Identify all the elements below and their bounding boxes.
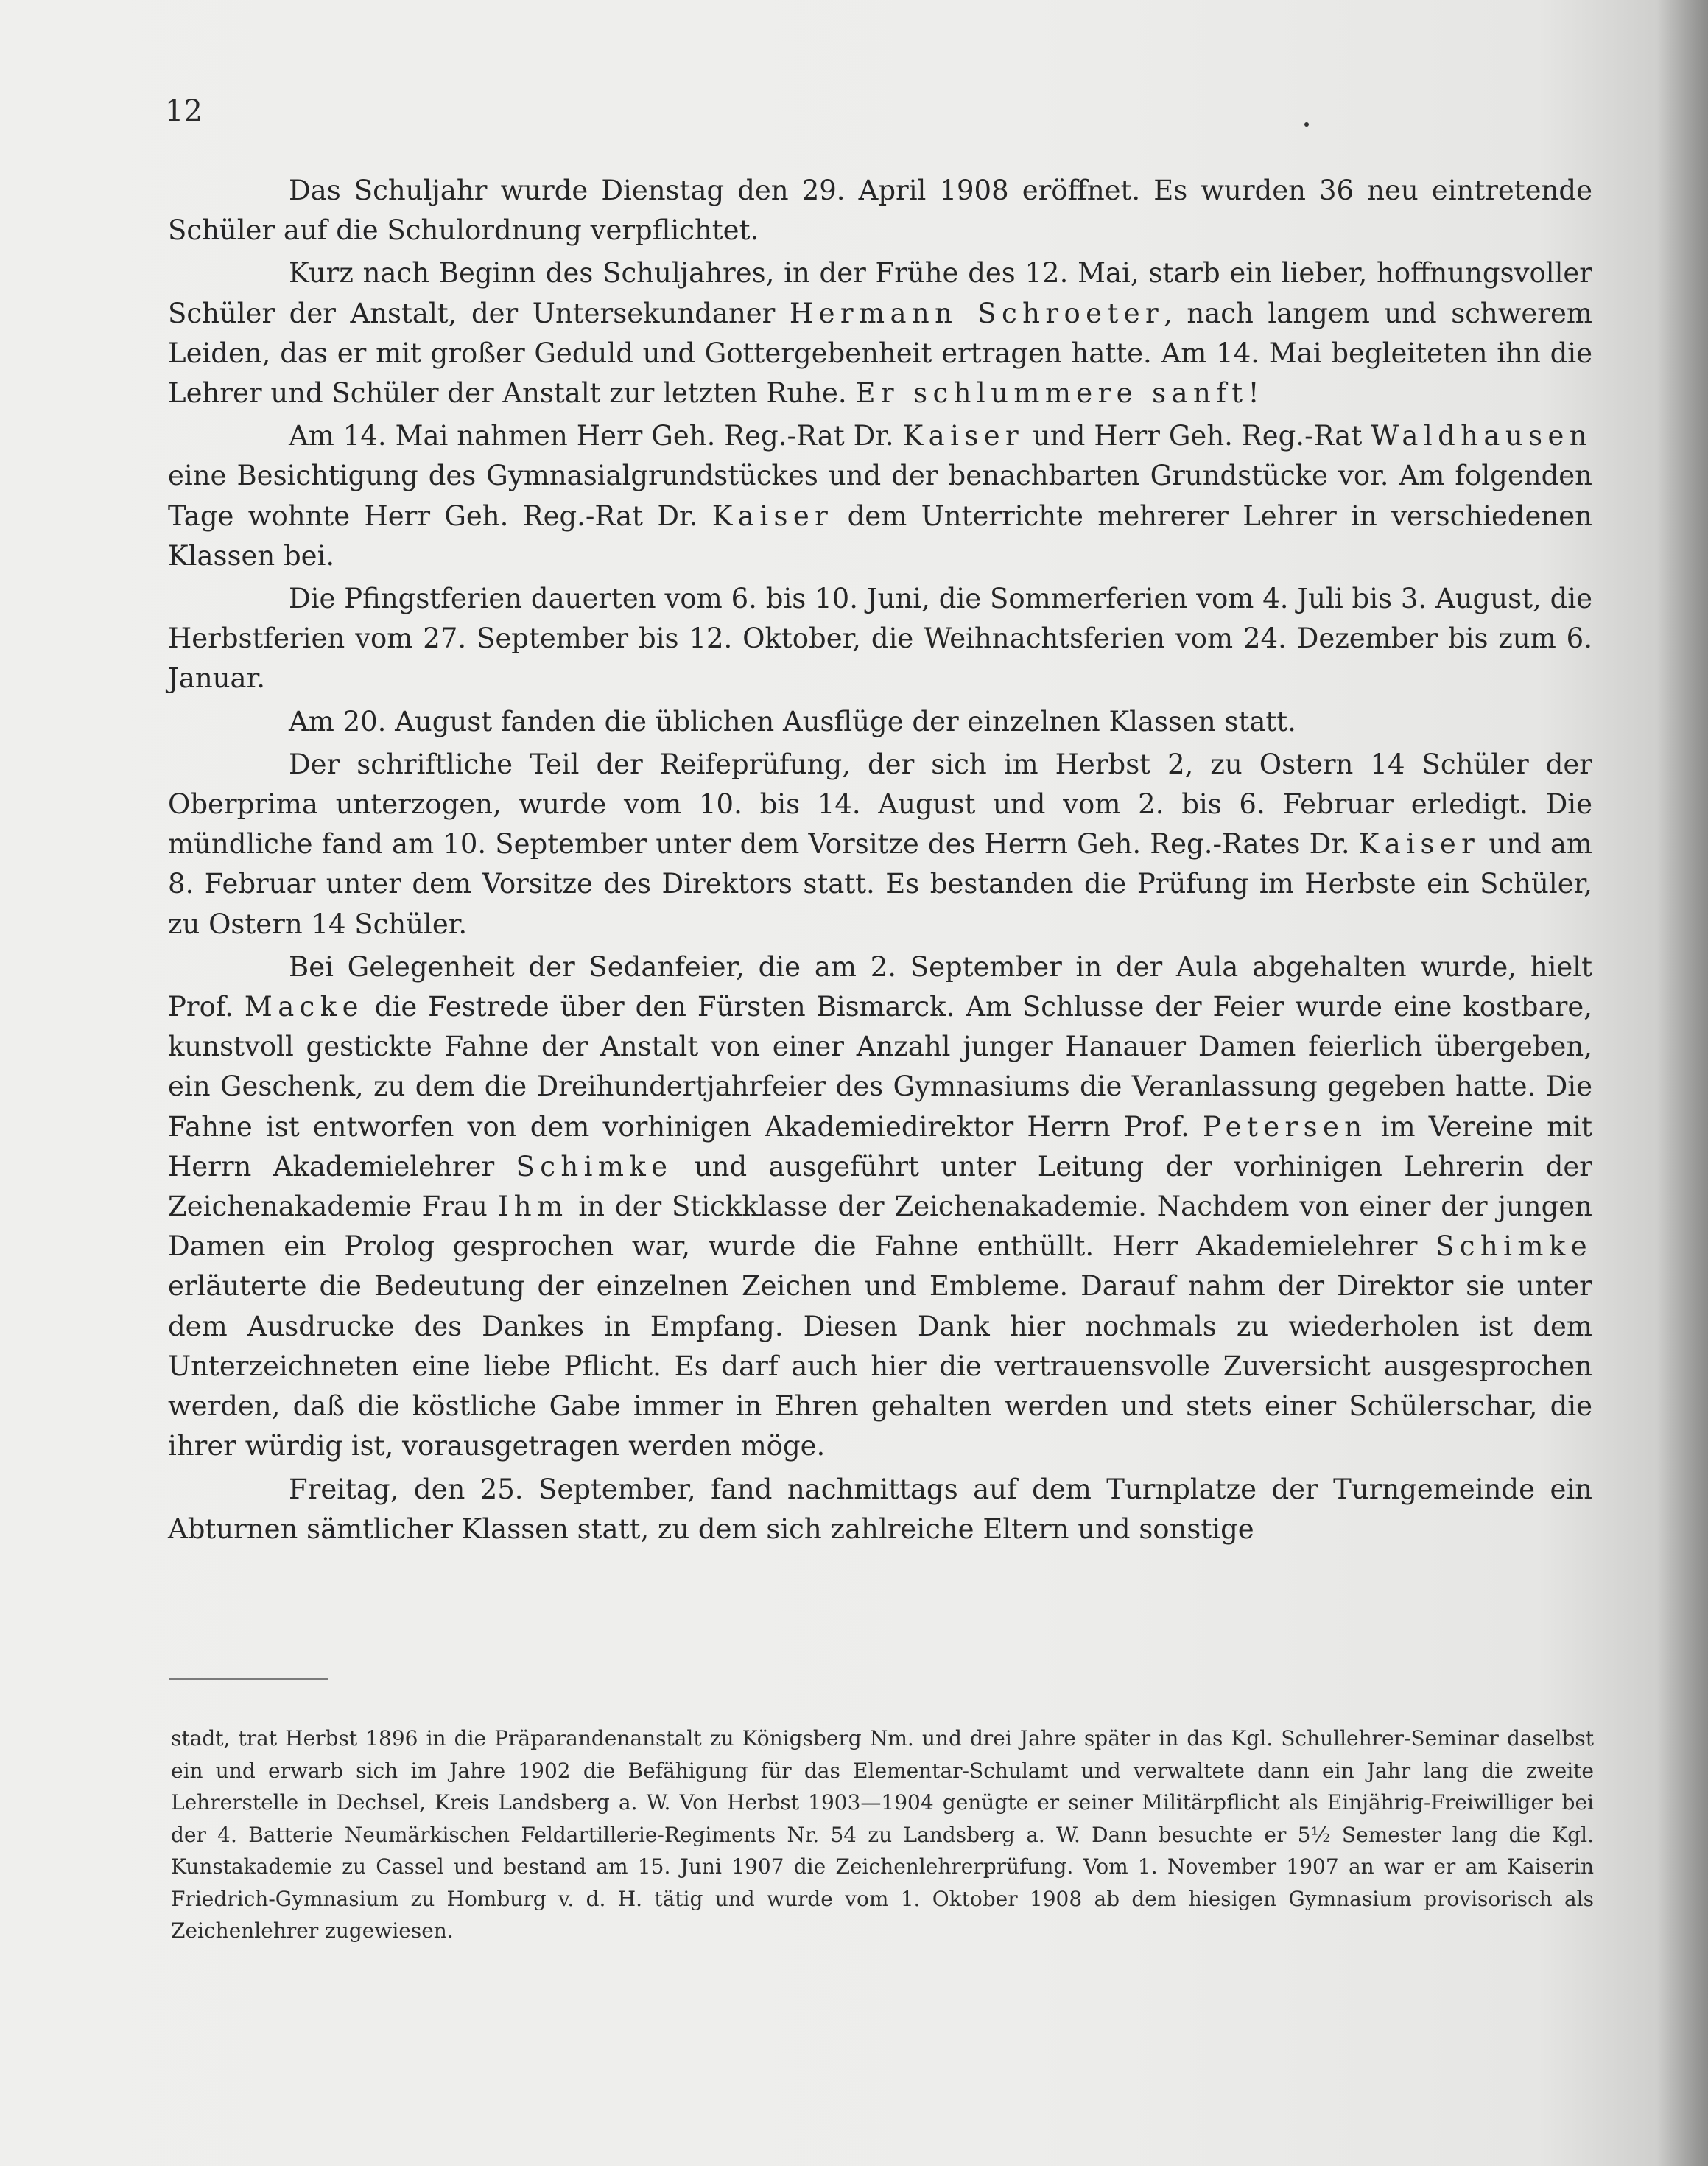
paragraph-sedan-celebration: Bei Gelegenheit der Sedanfeier, die am 2. September in der Aula abgehalten wurde, hielt Prof. Macke die Festrede über den Fürsten Bismarck. Am Schlusse der Feier wurde eine kostbare, kunstvoll gestickte Fahne der Anstalt von einer Anzahl junger Hanauer Damen feierlich übergeben, ein Geschenk, zu dem die Dreihundertjahrfeier des Gymnasiums die Veranlassung gegeben hatte. Die Fahne ist entworfen von dem vorhinigen Akademiedirektor Herrn Prof. Petersen im Vereine mit Herrn Akademielehrer Schimke und ausgeführt unter Leitung der vorhinigen Lehrerin der Zeichenakademie Frau Ihm in der Stickklasse der Zeichenakademie. Nachdem von einer der jungen Damen ein Prolog gesprochen war, wurde die Fahne enthüllt. Herr Akademielehrer Schimke erläuterte die Bedeutung der einzelnen Zeichen und Embleme. Darauf nahm der Direktor sie unter dem Ausdrucke des Dankes in Empfang. Diesen Dank hier nochmals zu wiederholen ist dem Unterzeichneten eine liebe Pflicht. Es darf auch hier die vertrauensvolle Zuversicht ausgesprochen werden, daß die köstliche Gabe immer in Ehren gehalten werden und stets einer Schülerschar, die ihrer würdig ist, vorausgetragen werden möge. bbox=[168, 950, 1593, 1462]
page-edge-shadow bbox=[1656, 0, 1708, 2166]
person-name: Ihm bbox=[497, 1191, 569, 1223]
person-name: Kaiser bbox=[902, 420, 1025, 452]
footnote-divider bbox=[169, 1678, 328, 1680]
main-text bbox=[168, 171, 1592, 1552]
person-name: Macke bbox=[244, 991, 364, 1023]
paragraph-final-exams: Der schriftliche Teil der Reifeprüfung, der sich im Herbst 2, zu Ostern 14 Schüler der Oberprima unterzogen, wurde vom 10. bis 14. August und vom 2. bis 6. Februar erledigt. Die mündliche fand am 10. September unter dem Vorsitze des Herrn Geh. Reg.-Rates Dr. Kaiser und am 8. Februar unter dem Vorsitze des Direktors statt. Es bestanden die Prüfung im Herbste ein Schüler, zu Ostern 14 Schüler. bbox=[168, 748, 1593, 940]
paragraph-inspection: Am 14. Mai nahmen Herr Geh. Reg.-Rat Dr. Kaiser und Herr Geh. Reg.-Rat Waldhausen eine Besichtigung des Gymnasialgrundstückes und der benachbarten Grundstücke vor. Am folgenden Tage wohnte Herr Geh. Reg.-Rat Dr. Kaiser dem Unterrichte mehrerer Lehrer in verschiedenen Klassen bei. bbox=[168, 420, 1593, 572]
paragraph-student-death: Kurz nach Beginn des Schuljahres, in der Frühe des 12. Mai, starb ein lieber, hoffnungsvoller Schüler der Anstalt, der Untersekundaner Hermann Schroeter, nach langem und schwerem Leiden, das er mit großer Geduld und Gottergebenheit ertragen hatte. Am 14. Mai begleiteten ihn die Lehrer und Schüler der Anstalt zur letzten Ruhe. Er schlummere sanft! bbox=[168, 257, 1592, 410]
paragraph-excursions: Am 20. August fanden die üblichen Ausflüge der einzelnen Klassen statt. bbox=[289, 705, 1296, 737]
person-name: Kaiser bbox=[1358, 828, 1480, 861]
print-speck bbox=[1304, 122, 1309, 127]
footnote: stadt, trat Herbst 1896 in die Präparandenanstalt zu Königsberg Nm. und drei Jahre später in das Kgl. Schullehrer-Seminar daselbst ein und erwarb sich im Jahre 1902 die Befähigung für das Elementar-Schulamt und verwaltete dann ein Jahr lang die zweite Lehrerstelle in Dechsel, Kreis Landsberg a. W. Von Herbst 1903—1904 genügte er seiner Militärpflicht als Einjährig-Freiwilliger bei der 4. Batterie Neumärkischen Feldartillerie-Regiments Nr. 54 zu Landsberg a. W. Dann besuchte er 5½ Semester lang die Kgl. Kunstakademie zu Cassel und bestand am 15. Juni 1907 die Zeichenlehrerprüfung. Vom 1. November 1907 an war er am Kaiserin Friedrich-Gymnasium zu Homburg v. d. H. tätig und wurde vom 1. Oktober 1908 ab dem hiesigen Gymnasium provisorisch als Zeichenlehrer zugewiesen. bbox=[171, 1726, 1594, 1943]
person-name: Waldhausen bbox=[1371, 420, 1592, 452]
person-name: Petersen bbox=[1203, 1110, 1368, 1143]
paragraph-gymnastics: Freitag, den 25. September, fand nachmittags auf dem Turnplatze der Turngemeinde ein Abturnen sämtlicher Klassen statt, zu dem sich zahlreiche Eltern und sonstige bbox=[168, 1473, 1592, 1545]
person-name: Schimke bbox=[1435, 1230, 1592, 1263]
page-number: 12 bbox=[165, 94, 203, 128]
person-name: Hermann Schroeter bbox=[789, 297, 1164, 329]
paragraph-holidays: Die Pfingstferien dauerten vom 6. bis 10. Juni, die Sommerferien vom 4. Juli bis 3. August, die Herbstferien vom 27. September bis 12. Oktober, die Weihnachtsferien vom 24. Dezember bis zum 6. Januar. bbox=[168, 583, 1592, 695]
person-name: Schimke bbox=[516, 1150, 673, 1182]
paragraph-school-year-opening: Das Schuljahr wurde Dienstag den 29. April 1908 eröffnet. Es wurden 36 neu eintretende Schüler auf die Schulordnung verpflichtet. bbox=[168, 175, 1592, 247]
person-name: Kaiser bbox=[711, 500, 834, 532]
